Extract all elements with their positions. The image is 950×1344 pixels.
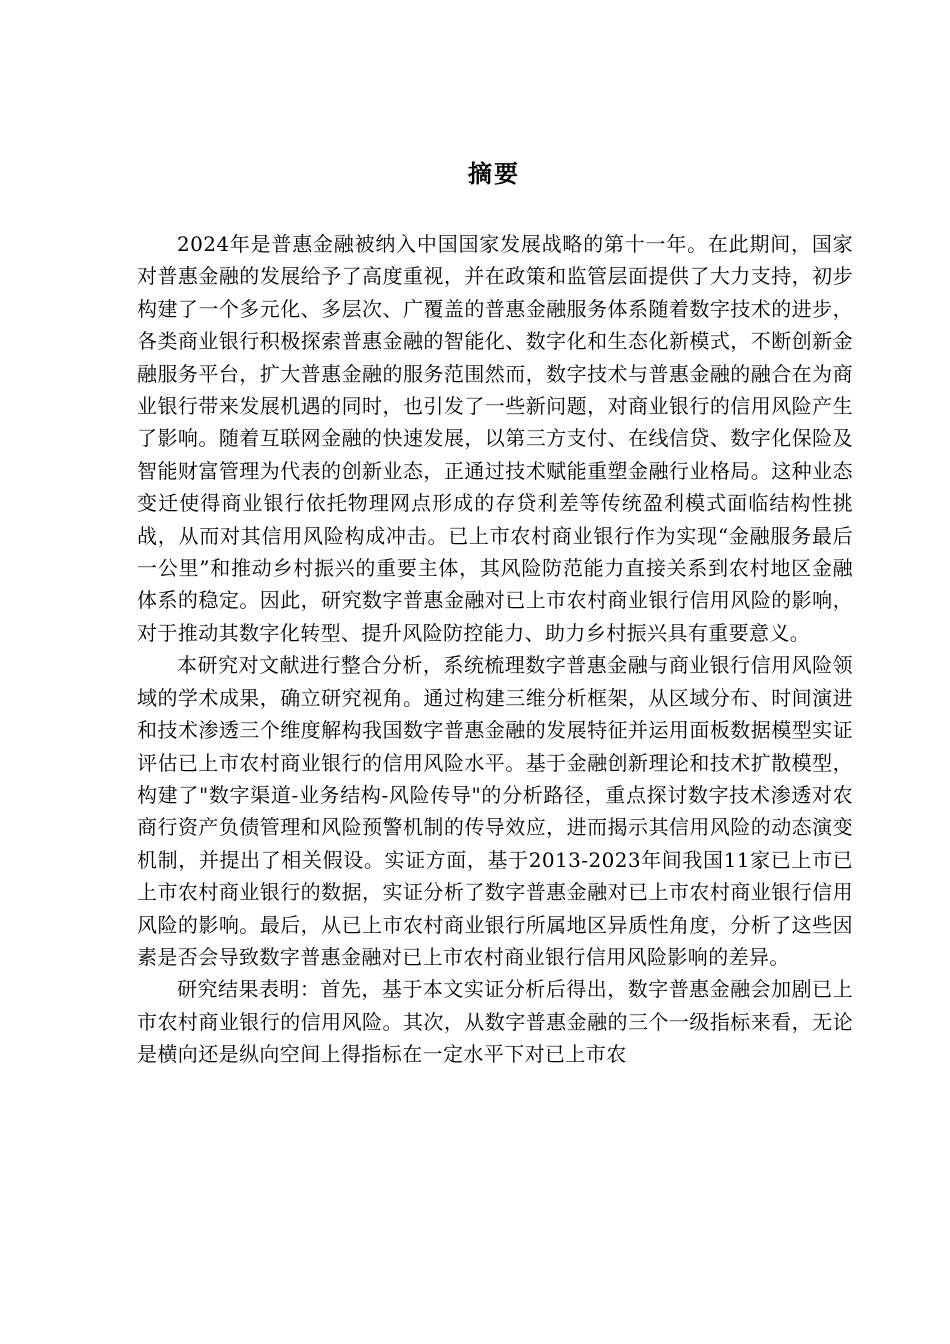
- abstract-paragraph-1: 2024年是普惠金融被纳入中国国家发展战略的第十一年。在此期间，国家对普惠金融的发展给予了高度重视，并在政策和监管层面提供了大力支持，初步构建了一个多元化、多层次、广覆盖的普惠金融服务体系随着数字技术的进步，各类商业银行积极探索普惠金融的智能化、数字化和生态化新模式，不断创新金融服务平台，扩大普惠金融的服务范围然而，数字技术与普惠金融的融合在为商业银行带来发展机遇的同时，也引发了一些新问题，对商业银行的信用风险产生了影响。随着互联网金融的快速发展，以第三方支付、在线信贷、数字化保险及智能财富管理为代表的创新业态，正通过技术赋能重塑金融行业格局。这种业态变迁使得商业银行依托物理网点形成的存贷利差等传统盈利模式面临结构性挑战，从而对其信用风险构成冲击。已上市农村商业银行作为实现“金融服务最后一公里”和推动乡村振兴的重要主体，其风险防范能力直接关系到农村地区金融体系的稳定。因此，研究数字普惠金融对已上市农村商业银行信用风险的影响，对于推动其数字化转型、提升风险防控能力、助力乡村振兴具有重要意义。: [137, 232, 853, 645]
- abstract-paragraph-3: 研究结果表明：首先，基于本文实证分析后得出，数字普惠金融会加剧已上市农村商业银行的信用风险。其次，从数字普惠金融的三个一级指标来看，无论是横向还是纵向空间上得指标在一定水平下对已上市农: [137, 977, 853, 1067]
- abstract-paragraph-2: 本研究对文献进行整合分析，系统梳理数字普惠金融与商业银行信用风险领域的学术成果，确立研究视角。通过构建三维分析框架，从区域分布、时间演进和技术渗透三个维度解构我国数字普惠金融的发展特征并运用面板数据模型实证评估已上市农村商业银行的信用风险水平。基于金融创新理论和技术扩散模型，构建了"数字渠道-业务结构-风险传导"的分析路径，重点探讨数字技术渗透对农商行资产负债管理和风险预警机制的传导效应，进而揭示其信用风险的动态演变机制，并提出了相关假设。实证方面，基于2013-2023年间我国11家已上市已上市农村商业银行的数据，实证分析了数字普惠金融对已上市农村商业银行信用风险的影响。最后，从已上市农村商业银行所属地区异质性角度，分析了这些因素是否会导致数字普惠金融对已上市农村商业银行信用风险影响的差异。: [137, 653, 853, 969]
- abstract-title: 摘要: [468, 160, 520, 188]
- abstract-body: [137, 228, 853, 1071]
